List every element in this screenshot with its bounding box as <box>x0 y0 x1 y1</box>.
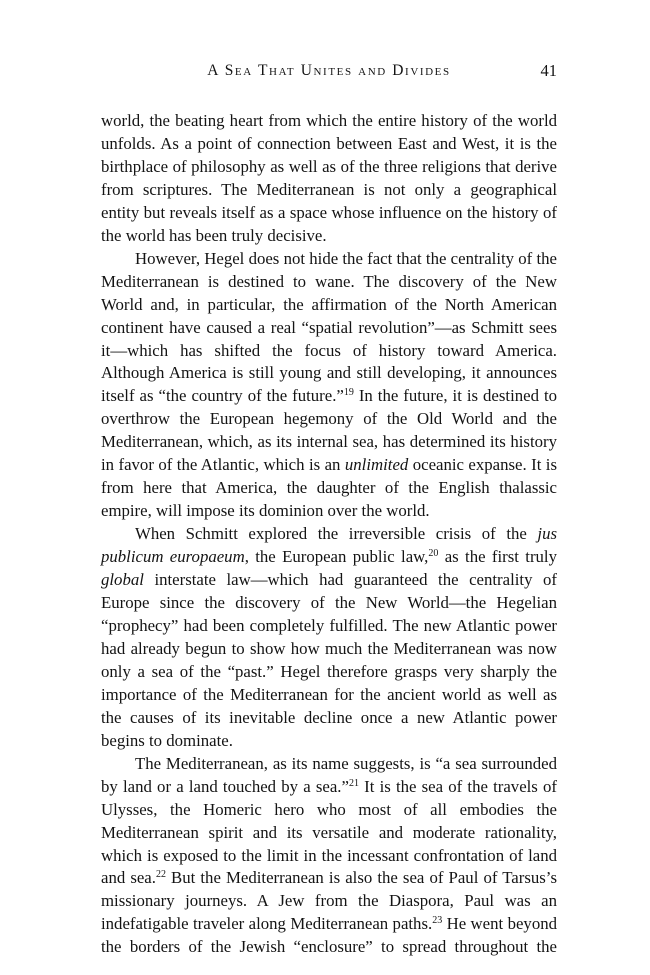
text-run: He went beyond the borders of the Jewish “enclosure” to spread throughout the <box>101 914 557 957</box>
paragraph <box>101 753 557 960</box>
footnote-ref: 20 <box>428 548 439 560</box>
text-run: It is the sea of the travels of Ulysses, the Homeric hero who most of all embodies the Mediterranean spirit and its versatile and moderate rationality, which is exposed to the limit in the incessant confrontation of land and sea. <box>101 776 558 888</box>
text-run: , the European public law, <box>244 547 429 567</box>
italic-text: global <box>101 570 144 590</box>
running-head <box>101 58 557 84</box>
text-run: as the first truly <box>438 547 557 567</box>
italic-text: unlimited <box>344 455 409 475</box>
paragraph <box>101 248 557 523</box>
text-run: world, the beating heart from which the entire history of the world unfolds. As a point of connection between East and West, it is the birthplace of philosophy as well as of the three religions that derive from scriptures. The Mediterranean is not only a geographical entity but reveals itself as a space whose influence on the history of the world has been truly decisive. <box>101 111 557 245</box>
footnote-ref: 21 <box>348 777 359 789</box>
footnote-ref: 23 <box>432 915 443 927</box>
text-run: But the Mediterranean is also the sea of Paul of Tarsus’s missionary journeys. A Jew from the Diaspora, Paul was an indefatigable traveler along Mediterranean paths. <box>101 868 557 934</box>
page-number: 41 <box>540 61 557 80</box>
body-text <box>101 110 557 959</box>
text-run: The Mediterranean, as its name suggests, is “a sea surrounded by land or a land touched by a sea.” <box>101 753 557 796</box>
paragraph <box>101 110 557 248</box>
text-run: However, Hegel does not hide the fact that the centrality of the Mediterranean is destined to wane. The discovery of the New World and, in particular, the affirmation of the North American continent have caused a real “spatial revolution”—as Schmitt sees it—which has shifted the focus of history toward America. Although America is still young and still developing, it announces itself as “the country of the future.” <box>101 248 557 406</box>
italic-text: jus publicum europaeum <box>101 524 557 567</box>
text-run: In the future, it is destined to overthrow the European hegemony of the Old World and the Mediterranean, which, as its internal sea, has determined its history in favor of the Atlantic, which is an <box>101 386 558 475</box>
paragraph <box>101 523 557 753</box>
running-title: A Sea That Unites and Divides <box>207 62 451 79</box>
footnote-ref: 19 <box>343 387 354 399</box>
text-run: When Schmitt explored the irreversible crisis of the <box>135 524 538 544</box>
footnote-ref: 22 <box>155 869 166 881</box>
text-run: interstate law—which had guaranteed the centrality of Europe since the discovery of the New World—the Hegelian “prophecy” had been completely fulfilled. The new Atlantic power had already begun to show how much the Mediterranean was now only a sea of the “past.” Hegel therefore grasps very sharply the importance of the Mediterranean for the ancient world as well as the causes of its inevitable decline once a new Atlantic power begins to dominate. <box>101 570 557 750</box>
text-run: oceanic expanse. It is from here that America, the daughter of the English thalassic empire, will impose its dominion over the world. <box>101 455 557 521</box>
